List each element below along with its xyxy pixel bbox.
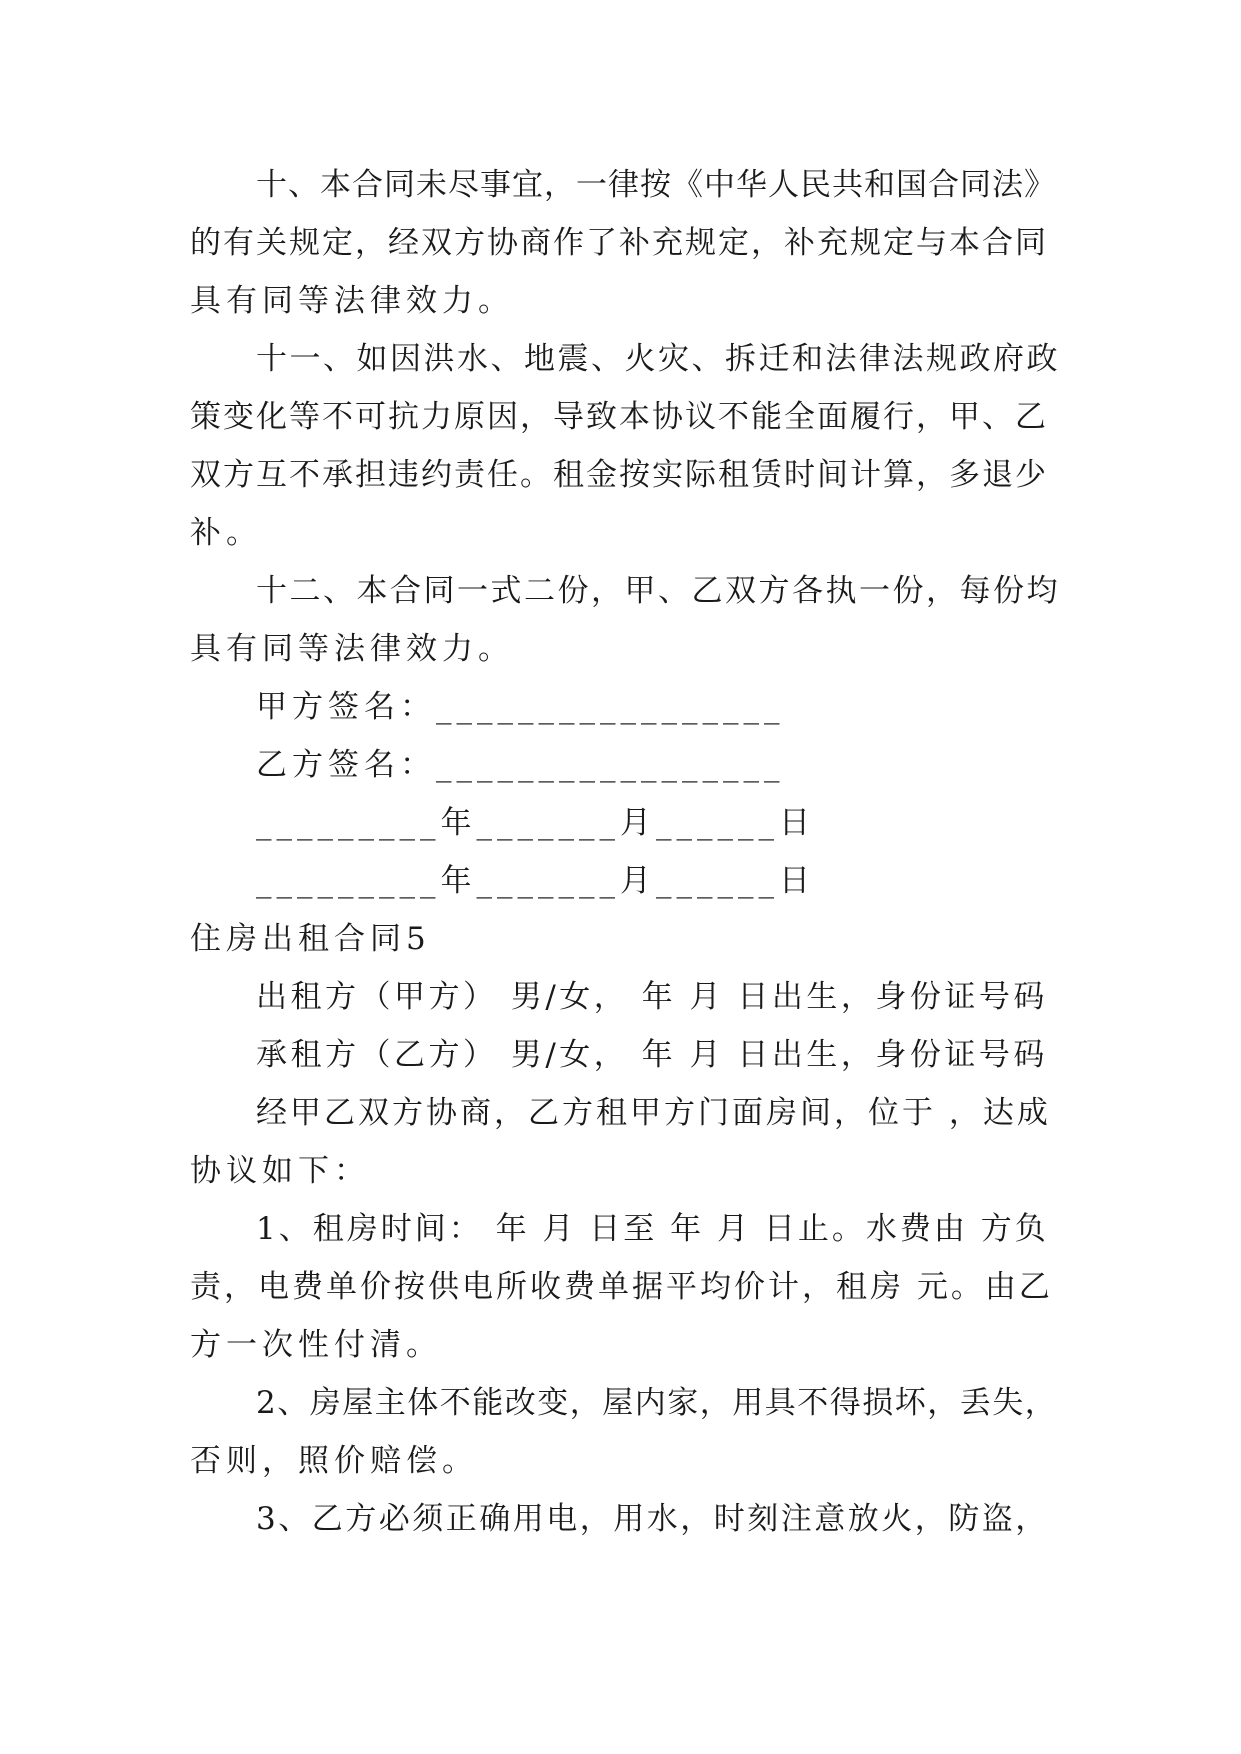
text-line: 方一次性付清。 [190, 1327, 442, 1363]
party-a-signature-line: 甲方签名：_________________ [256, 689, 785, 725]
text-line: 具有同等法律效力。 [190, 631, 514, 667]
text-line: 具有同等法律效力。 [190, 283, 514, 319]
text-line: 策变化等不可抗力原因，导致本协议不能全面履行，甲、乙 [190, 399, 1048, 435]
text-line: 3、乙方必须正确用电，用水，时刻注意放火，防盗， [256, 1501, 1049, 1537]
text-line: 否则，照价赔偿。 [190, 1443, 478, 1479]
text-line: 承租方（乙方） 男/女， 年 月 日出生，身份证号码 [256, 1037, 1048, 1073]
text-line: 责，电费单价按供电所收费单据平均价计，租房 元。由乙 [190, 1269, 1053, 1305]
date-line: _________年_______月______日 [256, 805, 815, 841]
text-line: 出租方（甲方） 男/女， 年 月 日出生，身份证号码 [256, 979, 1048, 1015]
text-line: 十一、如因洪水、地震、火灾、拆迁和法律法规政府政 [256, 341, 1060, 377]
text-line: 十、本合同未尽事宜，一律按《中华人民共和国合同法》 [256, 167, 1056, 203]
section-heading: 住房出租合同5 [190, 921, 431, 957]
text-line: 协议如下： [190, 1153, 370, 1189]
text-line: 的有关规定，经双方协商作了补充规定，补充规定与本合同 [190, 225, 1048, 261]
party-b-signature-line: 乙方签名：_________________ [256, 747, 785, 783]
document-body [190, 156, 1060, 1548]
text-line: 1、租房时间： 年 月 日至 年 月 日止。水费由 方负 [256, 1211, 1049, 1247]
text-line: 经甲乙双方协商，乙方租甲方门面房间，位于 ，达成 [256, 1095, 1051, 1131]
date-line: _________年_______月______日 [256, 863, 815, 899]
text-line: 2、房屋主体不能改变，屋内家，用具不得损坏，丢失， [256, 1385, 1058, 1421]
text-line: 双方互不承担违约责任。租金按实际租赁时间计算，多退少 [190, 457, 1048, 493]
text-line: 十二、本合同一式二份，甲、乙双方各执一份，每份均 [256, 573, 1060, 609]
text-line: 补。 [190, 515, 262, 551]
